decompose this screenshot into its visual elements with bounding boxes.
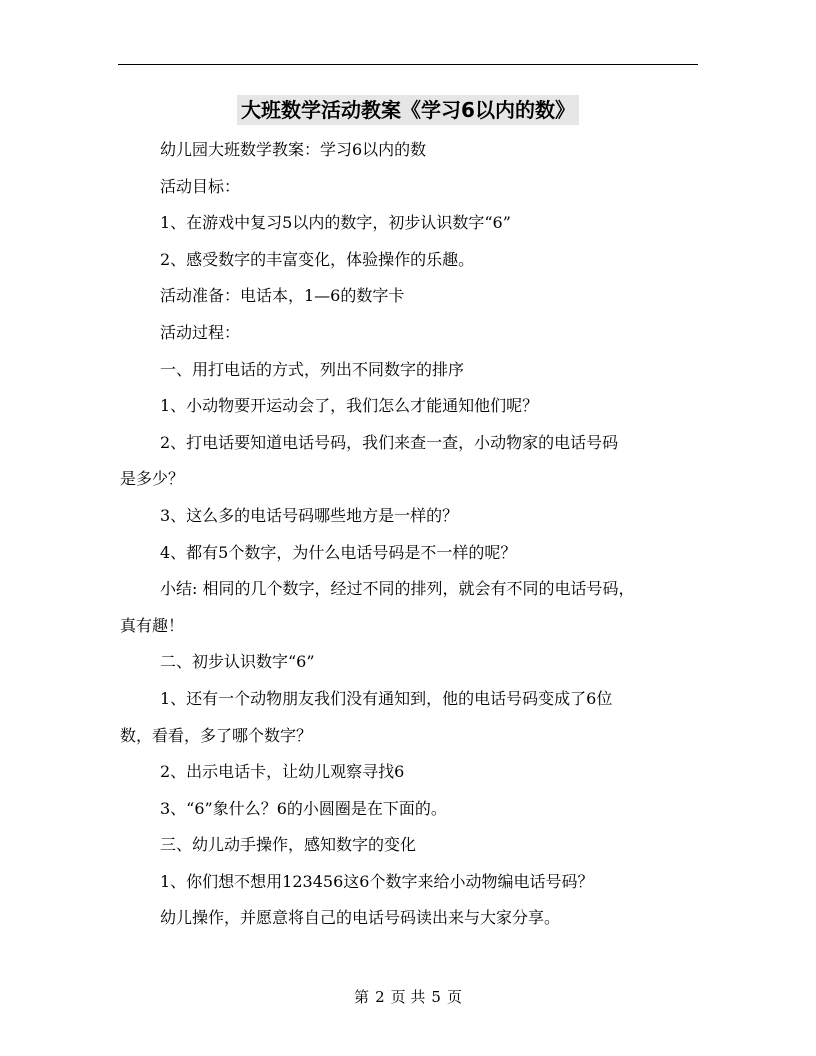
paragraph: 1、在游戏中复习5以内的数字，初步认识数字“6” xyxy=(160,213,511,233)
page-label-suffix: 页 xyxy=(446,988,462,1006)
paragraph-continuation: 真有趣！ xyxy=(120,615,185,635)
paragraph: 一、用打电话的方式，列出不同数字的排序 xyxy=(160,359,465,379)
paragraph: 1、还有一个动物朋友我们没有通知到，他的电话号码变成了6位 xyxy=(160,688,613,708)
paragraph: 1、小动物要开运动会了，我们怎么才能通知他们呢？ xyxy=(160,396,539,416)
paragraph: 4、都有5个数字，为什么电话号码是不一样的呢？ xyxy=(160,542,517,562)
paragraph: 活动目标： xyxy=(160,176,241,196)
paragraph-continuation: 是多少？ xyxy=(120,469,185,489)
title-container xyxy=(0,95,816,125)
paragraph: 2、打电话要知道电话号码，我们来查一查，小动物家的电话号码 xyxy=(160,432,619,452)
paragraph: 幼儿园大班数学教案：学习6以内的数 xyxy=(160,140,427,159)
paragraph: 二、初步认识数字“6” xyxy=(160,652,315,672)
paragraph: 活动准备：电话本，1—6的数字卡 xyxy=(160,286,405,306)
paragraph: 1、你们想不想用123456这6个数字来给小动物编电话号码？ xyxy=(160,871,594,891)
page-footer xyxy=(0,986,816,1008)
paragraph: 2、出示电话卡，让幼儿观察寻找6 xyxy=(160,762,405,782)
paragraph: 幼儿操作，并愿意将自己的电话号码读出来与大家分享。 xyxy=(160,908,561,928)
document-body xyxy=(120,132,698,937)
paragraph: 三、幼儿动手操作，感知数字的变化 xyxy=(160,835,417,855)
current-page-number: 2 xyxy=(375,988,385,1006)
header-rule xyxy=(118,64,698,65)
page-label-mid: 页 共 xyxy=(390,988,426,1006)
paragraph-continuation: 数，看看，多了哪个数字？ xyxy=(120,725,313,745)
paragraph: 3、“6”象什么？6的小圆圈是在下面的。 xyxy=(160,798,447,818)
page-label-prefix: 第 xyxy=(354,988,370,1006)
paragraph: 2、感受数字的丰富变化，体验操作的乐趣。 xyxy=(160,249,475,269)
paragraph: 3、这么多的电话号码哪些地方是一样的？ xyxy=(160,505,459,525)
document-title: 大班数学活动教案《学习6以内的数》 xyxy=(237,95,579,125)
total-page-count: 5 xyxy=(431,988,441,1006)
paragraph: 活动过程： xyxy=(160,322,241,342)
paragraph: 小结: 相同的几个数字，经过不同的排列，就会有不同的电话号码， xyxy=(160,579,635,599)
